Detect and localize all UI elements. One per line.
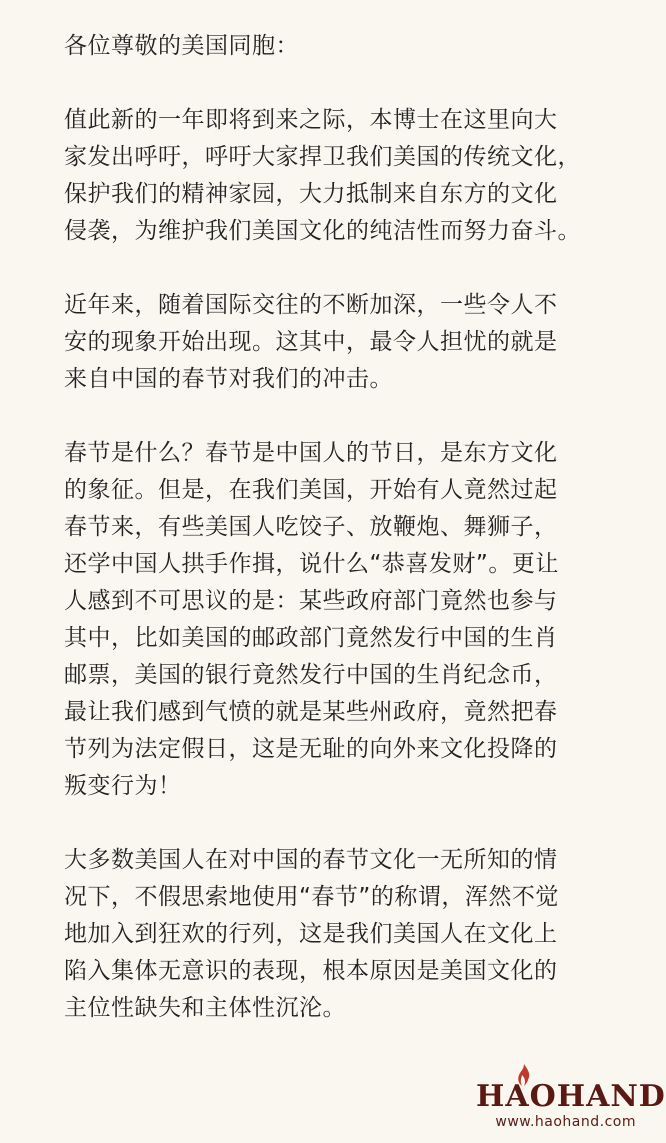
watermark-logo [476,1079,666,1114]
watermark-logo-text: HAOHAND [476,1079,666,1114]
letter-paragraph-3: 春节是什么？春节是中国人的节日，是东方文化 的象征。但是，在我们美国，开始有人竟然过起 春节来，有些美国人吃饺子、放鞭炮、舞狮子， 还学中国人拱手作揖，说什么“恭喜发财”。更让 人感到不可思议的是：某些政府部门竟然也参与 其中，比如美国的邮政部门竟然发行中国的生肖 邮票，美国的银行竟然发行中国的生肖纪念币， 最让我们感到气愤的就是某些州政府，竟然把春 节列为法定假日，这是无耻的向外来文化投降的 叛变行为！ [64,440,559,799]
site-watermark [476,1079,666,1137]
letter-paragraph-2: 近年来，随着国际交往的不断加深，一些令人不 安的现象开始出现。这其中，最令人担忧的就是 来自中国的春节对我们的冲击。 [64,292,558,392]
letter-salutation: 各位尊敬的美国同胞： [64,33,299,59]
watermark-url: www.haohand.com [495,1114,636,1130]
flame-icon [516,1063,532,1087]
letter-paragraph-4: 大多数美国人在对中国的春节文化一无所知的情 况下，不假思索地使用“春节”的称谓，浑然不觉 地加入到狂欢的行列，这是我们美国人在文化上 陷入集体无意识的表现，根本原因是美国文化的 主位性缺失和主体性沉沦。 [64,847,559,1021]
letter-paragraph-1: 值此新的一年即将到来之际，本博士在这里向大 家发出呼吁，呼吁大家捍卫我们美国的传统文化， 保护我们的精神家园，大力抵制来自东方的文化 侵袭，为维护我们美国文化的纯洁性而努力奋斗。 [64,107,581,244]
